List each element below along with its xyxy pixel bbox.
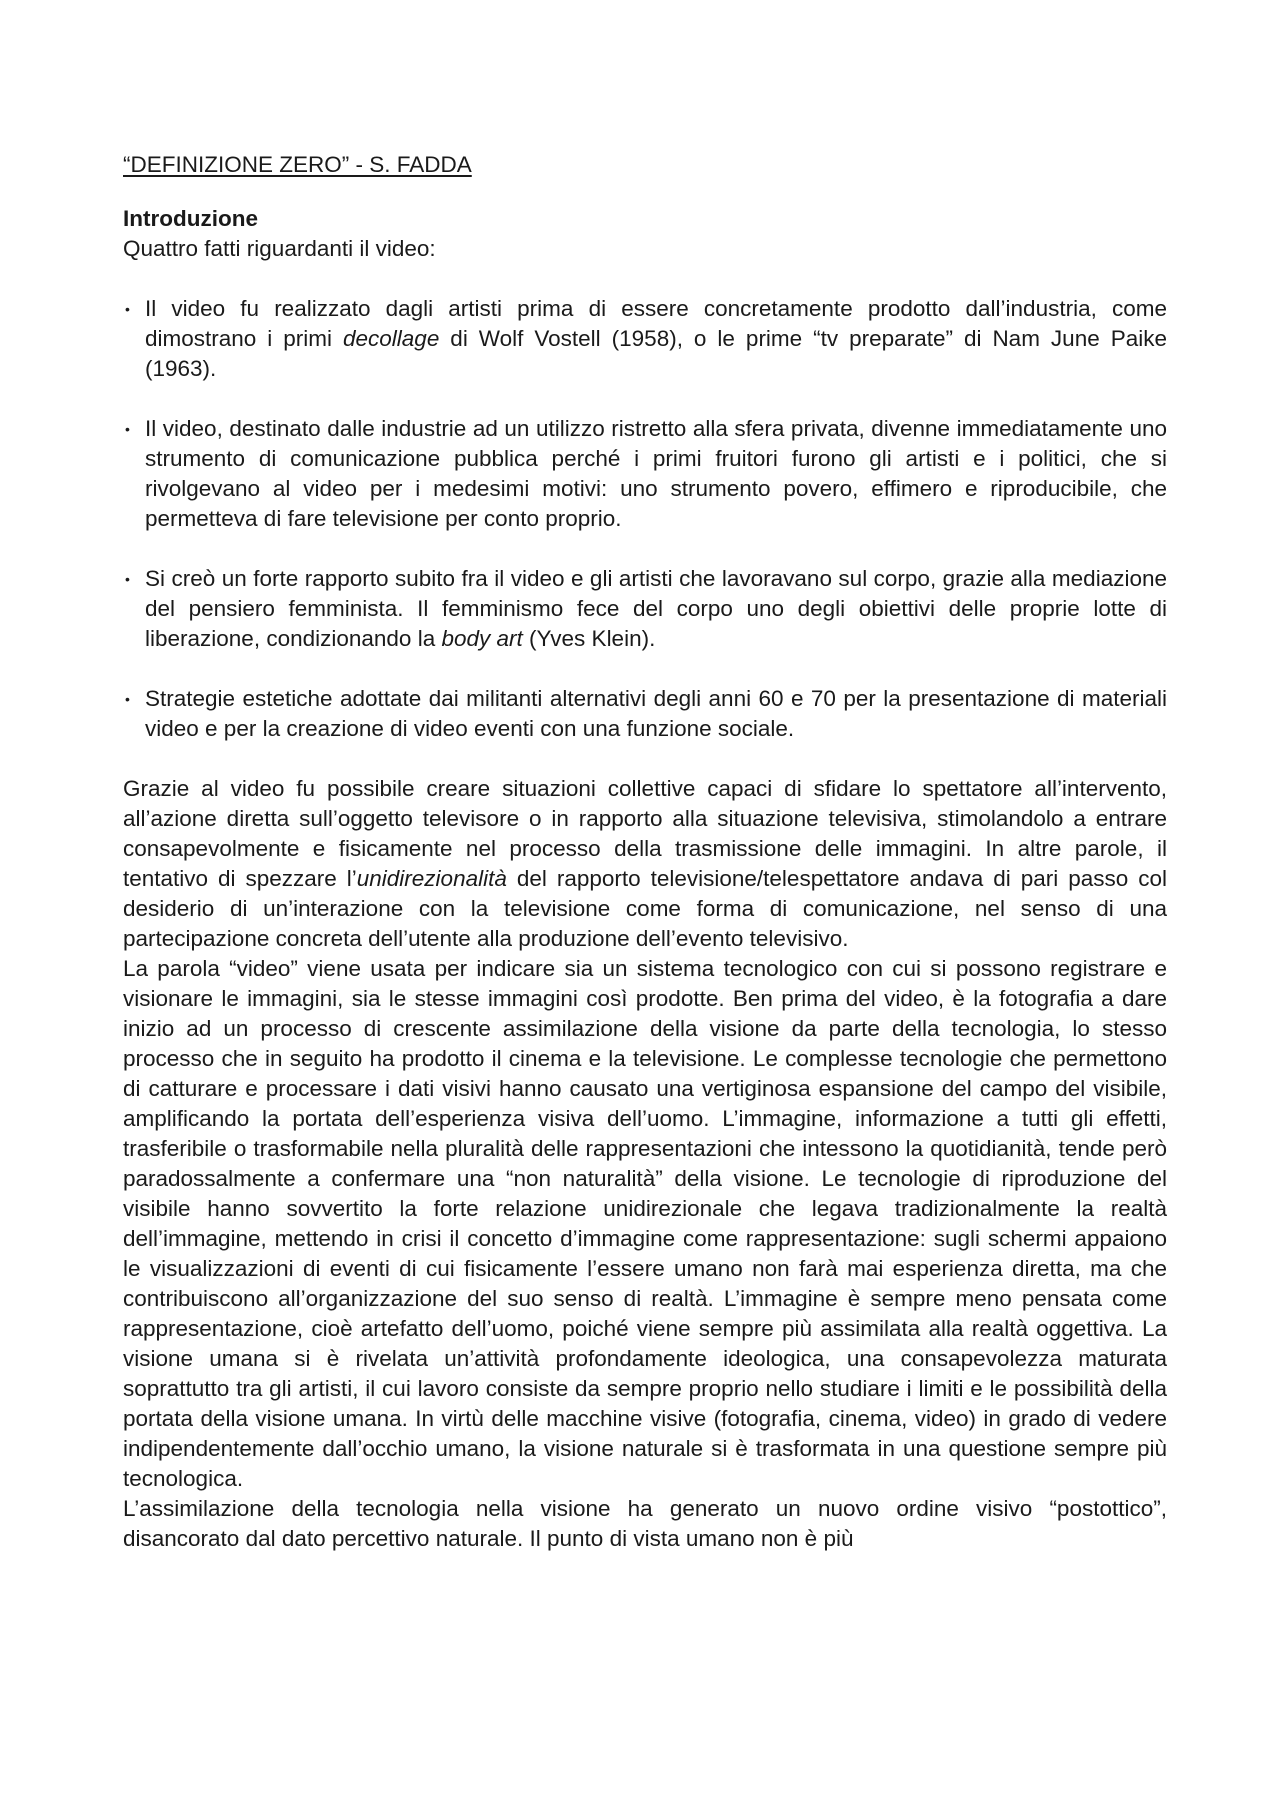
bullet-text-end: di Wolf Vostell (1958), o le prime “tv preparate” di Nam June Paike (1963).: [145, 326, 1167, 381]
bullet-icon: •: [125, 571, 130, 587]
facts-list: [123, 294, 1167, 744]
paragraph-emphasis: unidirezionalità: [356, 866, 507, 891]
bullet-icon: •: [125, 421, 130, 437]
paragraph-text: La parola “video” viene usata per indicare sia un sistema tecnologico con cui si possono registrare e visionare le immagini, sia le stesse immagini così prodotte. Ben prima del video, è la fotografia a dare inizio ad un processo di crescente assimilazione della visione da parte della tecnologia, lo stesso processo che in seguito ha prodotto il cinema e la televisione. Le complesse tecnologie che permettono di catturare e processare i dati visivi hanno causato una vertiginosa espansione del campo del visibile, amplificando la portata dell’esperienza visiva dell’uomo. L’immagine, informazione a tutti gli effetti, trasferibile o trasformabile nella pluralità delle rappresentazioni che intessono la quotidianità, tende però paradossalmente a confermare una “non naturalità” della visione. Le tecnologie di riproduzione del visibile hanno sovvertito la forte relazione unidirezionale che legava tradizionalmente la realtà dell’immagine, mettendo in crisi il concetto d’immagine come rappresentazione: sugli schermi appaiono le visualizzazioni di eventi di cui fisicamente l’essere umano non farà mai esperienza diretta, ma che contribuiscono all’organizzazione del suo senso di realtà. L’immagine è sempre meno pensata come rappresentazione, cioè artefatto dell’uomo, poiché viene sempre più assimilata alla realtà oggettiva. La visione umana si è rivelata un’attività profondamente ideologica, una consapevolezza maturata soprattutto tra gli artisti, il cui lavoro consiste da sempre proprio nello studiare i limiti e le possibilità della portata della visione umana. In virtù delle macchine visive (fotografia, cinema, video) in grado di vedere indipendentemente dall’occhio umano, la visione naturale si è trasformata in una questione sempre più tecnologica.: [123, 956, 1167, 1491]
paragraph-text: Grazie al video fu possibile creare situazioni collettive capaci di sfidare lo spettatore all’intervento, all’azione diretta sull’oggetto televisore o in rapporto alla situazione televisiva, stimolandolo a entrare consapevolmente e fisicamente nel processo della trasmissione delle immagini. In altre parole, il tentativo di spezzare l’: [123, 776, 1167, 891]
body-paragraph: [123, 954, 1167, 1494]
paragraph-text-end: del rapporto televisione/telespettatore andava di pari passo col desiderio di un’interazione con la televisione come forma di comunicazione, nel senso di una partecipazione concreta dell’utente alla produzione dell’evento televisivo.: [123, 866, 1167, 951]
list-item: [123, 414, 1167, 534]
section-heading: Introduzione: [123, 206, 258, 231]
intro-line: Quattro fatti riguardanti il video:: [123, 236, 436, 261]
bullet-text: Strategie estetiche adottate dai militanti alternativi degli anni 60 e 70 per la presentazione di materiali video e per la creazione di video eventi con una funzione sociale.: [145, 686, 1167, 741]
bullet-text: Il video fu realizzato dagli artisti prima di essere concretamente prodotto dall’industria, come dimostrano i primi: [145, 296, 1167, 351]
bullet-emphasis: decollage: [343, 326, 440, 351]
bullet-icon: •: [125, 691, 130, 707]
body-paragraph: [123, 774, 1167, 954]
bullet-emphasis: body art: [441, 626, 523, 651]
list-item: [123, 684, 1167, 744]
bullet-icon: •: [125, 301, 130, 317]
document-page: [123, 150, 1167, 1554]
list-item: [123, 294, 1167, 384]
paragraph-text: L’assimilazione della tecnologia nella visione ha generato un nuovo ordine visivo “postottico”, disancorato dal dato percettivo naturale. Il punto di vista umano non è più: [123, 1496, 1167, 1551]
bullet-text: Si creò un forte rapporto subito fra il video e gli artisti che lavoravano sul corpo, grazie alla mediazione del pensiero femminista. Il femminismo fece del corpo uno degli obiettivi delle proprie lotte di liberazione, condizionando la: [145, 566, 1167, 651]
document-title: “DEFINIZIONE ZERO” - S. FADDA: [123, 152, 472, 177]
list-item: [123, 564, 1167, 654]
body-paragraph: [123, 1494, 1167, 1554]
bullet-text-end: (Yves Klein).: [522, 626, 656, 651]
bullet-text: Il video, destinato dalle industrie ad un utilizzo ristretto alla sfera privata, divenne immediatamente uno strumento di comunicazione pubblica perché i primi fruitori furono gli artisti e i politici, che si rivolgevano al video per i medesimi motivi: uno strumento povero, effimero e riproducibile, che permetteva di fare televisione per conto proprio.: [145, 416, 1167, 531]
